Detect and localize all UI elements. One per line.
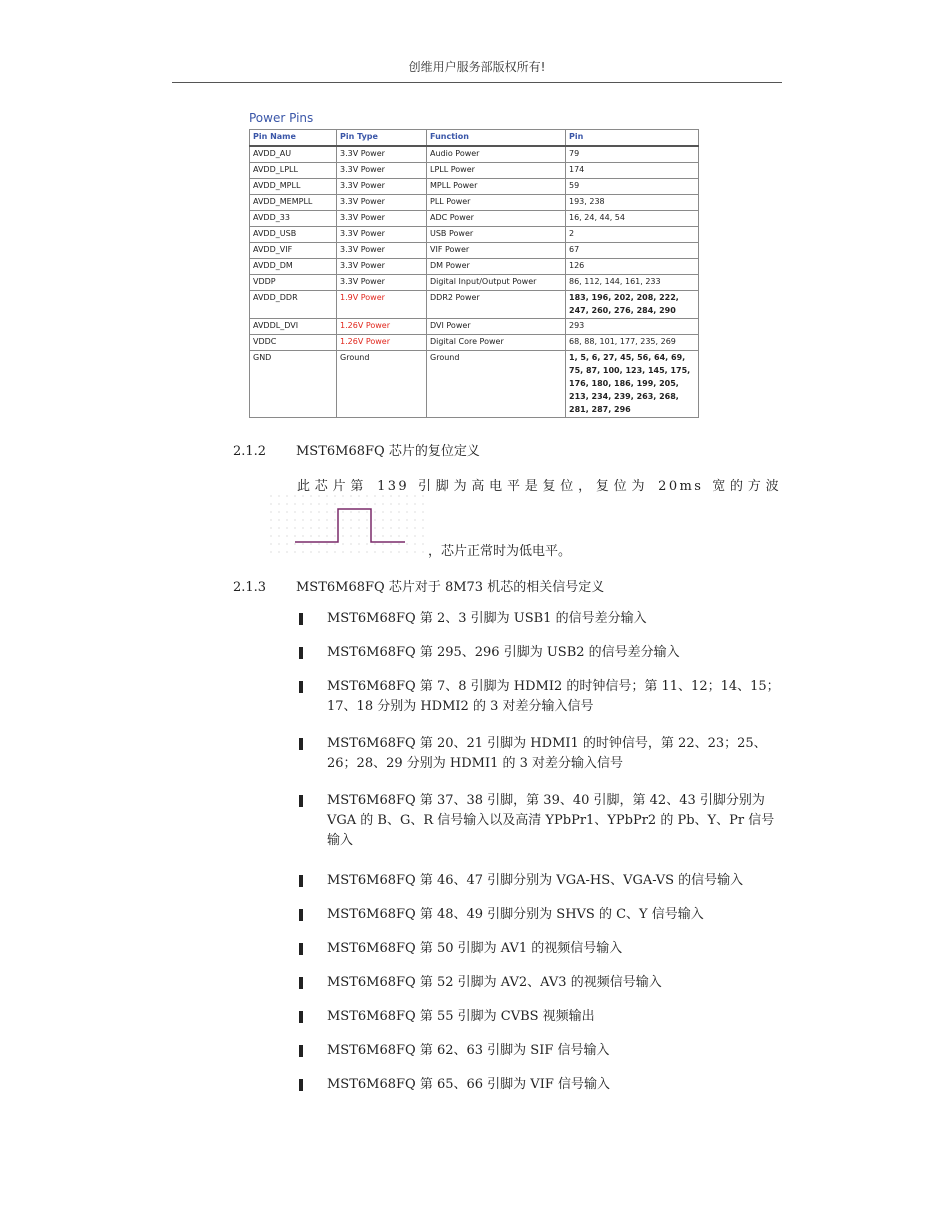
pin-type: 1.26V Power (337, 319, 427, 335)
table-row (250, 351, 699, 418)
section-2-1-2-heading (233, 440, 480, 459)
pin-name: AVDD_DM (250, 258, 337, 274)
pin-numbers: 126 (566, 258, 699, 274)
section-2-1-3-heading (233, 576, 604, 595)
table-title: Power Pins (249, 111, 314, 125)
table-header-row (250, 130, 699, 146)
bullet-marker (299, 977, 303, 989)
pin-name: AVDD_VIF (250, 242, 337, 258)
pin-numbers: 79 (566, 146, 699, 163)
header-rule (172, 82, 782, 83)
table-row (250, 146, 699, 163)
pin-name: AVDD_LPLL (250, 162, 337, 178)
table-row (250, 162, 699, 178)
pin-function: DDR2 Power (427, 290, 566, 319)
list-item (297, 871, 783, 891)
bullet-marker (299, 1079, 303, 1091)
pin-name: AVDD_DDR (250, 290, 337, 319)
list-item-text: MST6M68FQ 第 55 引脚为 CVBS 视频输出 (327, 1009, 595, 1024)
list-item-text: MST6M68FQ 第 2、3 引脚为 USB1 的信号差分输入 (327, 611, 647, 626)
list-item (297, 677, 783, 717)
table-row (250, 290, 699, 319)
table-row (250, 226, 699, 242)
list-item (297, 939, 783, 959)
bullet-marker (299, 909, 303, 921)
reset-square-wave-figure (270, 495, 430, 555)
pin-type: 3.3V Power (337, 242, 427, 258)
pin-type: 3.3V Power (337, 258, 427, 274)
pin-function: Ground (427, 351, 566, 418)
pin-function: ADC Power (427, 210, 566, 226)
list-item (297, 1075, 783, 1095)
list-item-text: MST6M68FQ 第 46、47 引脚分别为 VGA-HS、VGA-VS 的信号输入 (327, 873, 744, 888)
pin-numbers: 174 (566, 162, 699, 178)
table-row (250, 335, 699, 351)
list-item-text: MST6M68FQ 第 295、296 引脚为 USB2 的信号差分输入 (327, 645, 680, 660)
list-item-text: MST6M68FQ 第 48、49 引脚分别为 SHVS 的 C、Y 信号输入 (327, 907, 704, 922)
bullet-marker (299, 647, 303, 659)
pin-type: 3.3V Power (337, 146, 427, 163)
pin-numbers: 59 (566, 178, 699, 194)
pin-function: MPLL Power (427, 178, 566, 194)
pin-numbers: 293 (566, 319, 699, 335)
table-row (250, 319, 699, 335)
pin-function: LPLL Power (427, 162, 566, 178)
section-title: MST6M68FQ 芯片的复位定义 (296, 444, 480, 459)
bullet-marker (299, 1045, 303, 1057)
list-item-text: MST6M68FQ 第 52 引脚为 AV2、AV3 的视频信号输入 (327, 975, 662, 990)
page-header: 创维用户服务部版权所有! (408, 60, 546, 74)
pin-type: 3.3V Power (337, 274, 427, 290)
pin-name: AVDD_MPLL (250, 178, 337, 194)
pin-numbers: 1, 5, 6, 27, 45, 56, 64, 69, 75, 87, 100, 123, 145, 175, 176, 180, 186, 199, 205, 213, 234, 239, 263, 268, 281, 287, 296 (566, 351, 699, 418)
bullet-marker (299, 613, 303, 625)
pin-type: Ground (337, 351, 427, 418)
pin-type: 1.9V Power (337, 290, 427, 319)
pin-function: Digital Input/Output Power (427, 274, 566, 290)
pin-function: Digital Core Power (427, 335, 566, 351)
col-header-function: Function (427, 130, 566, 146)
list-item (297, 1007, 783, 1027)
list-item (297, 609, 783, 629)
wave-grid (270, 495, 430, 555)
pin-function: USB Power (427, 226, 566, 242)
col-header-pin-name: Pin Name (250, 130, 337, 146)
section-title: MST6M68FQ 芯片对于 8M73 机芯的相关信号定义 (296, 580, 605, 595)
section-number: 2.1.3 (233, 580, 267, 595)
bullet-marker (299, 681, 303, 693)
reset-paragraph-tail: ，芯片正常时为低电平。 (428, 544, 572, 559)
section-number: 2.1.2 (233, 444, 267, 459)
table-row (250, 258, 699, 274)
table-row (250, 194, 699, 210)
pin-numbers: 86, 112, 144, 161, 233 (566, 274, 699, 290)
pin-type: 3.3V Power (337, 210, 427, 226)
pin-type: 3.3V Power (337, 194, 427, 210)
col-header-pin-type: Pin Type (337, 130, 427, 146)
bullet-marker (299, 943, 303, 955)
pin-numbers: 16, 24, 44, 54 (566, 210, 699, 226)
bullet-marker (299, 795, 303, 807)
pin-name: AVDD_USB (250, 226, 337, 242)
list-item (297, 791, 783, 851)
list-item-text: MST6M68FQ 第 65、66 引脚为 VIF 信号输入 (327, 1077, 610, 1092)
pin-numbers: 193, 238 (566, 194, 699, 210)
bullet-marker (299, 1011, 303, 1023)
pin-name: VDDP (250, 274, 337, 290)
pin-type: 1.26V Power (337, 335, 427, 351)
list-item (297, 1041, 783, 1061)
pin-numbers: 68, 88, 101, 177, 235, 269 (566, 335, 699, 351)
pin-numbers: 67 (566, 242, 699, 258)
list-item-text: MST6M68FQ 第 37、38 引脚，第 39、40 引脚，第 42、43 引脚分别为 VGA 的 B、G、R 信号输入以及高清 YPbPr1、YPbPr2 的 Pb、Y、Pr 信号输入 (327, 793, 775, 848)
power-pins-table (249, 129, 699, 418)
bullet-marker (299, 875, 303, 887)
list-item (297, 905, 783, 925)
bullet-marker (299, 738, 303, 750)
pin-name: AVDD_33 (250, 210, 337, 226)
list-item (297, 734, 783, 774)
pin-name: AVDDL_DVI (250, 319, 337, 335)
pin-name: AVDD_MEMPLL (250, 194, 337, 210)
list-item-text: MST6M68FQ 第 7、8 引脚为 HDMI2 的时钟信号；第 11、12；14、15；17、18 分别为 HDMI2 的 3 对差分输入信号 (327, 679, 780, 714)
pin-name: GND (250, 351, 337, 418)
pin-type: 3.3V Power (337, 226, 427, 242)
pin-type: 3.3V Power (337, 162, 427, 178)
col-header-pin: Pin (566, 130, 699, 146)
table-row (250, 178, 699, 194)
pin-function: Audio Power (427, 146, 566, 163)
pin-name: AVDD_AU (250, 146, 337, 163)
pin-type: 3.3V Power (337, 178, 427, 194)
pin-numbers: 183, 196, 202, 208, 222, 247, 260, 276, 284, 290 (566, 290, 699, 319)
pin-function: DM Power (427, 258, 566, 274)
list-item-text: MST6M68FQ 第 62、63 引脚为 SIF 信号输入 (327, 1043, 610, 1058)
reset-paragraph: 此芯片第 139 引脚为高电平是复位，复位为 20ms 宽的方波 (297, 479, 781, 494)
pin-function: PLL Power (427, 194, 566, 210)
list-item (297, 643, 783, 663)
table-row (250, 210, 699, 226)
pin-function: VIF Power (427, 242, 566, 258)
table-row (250, 242, 699, 258)
pin-numbers: 2 (566, 226, 699, 242)
pin-name: VDDC (250, 335, 337, 351)
list-item-text: MST6M68FQ 第 50 引脚为 AV1 的视频信号输入 (327, 941, 623, 956)
pin-function: DVI Power (427, 319, 566, 335)
list-item (297, 973, 783, 993)
table-row (250, 274, 699, 290)
list-item-text: MST6M68FQ 第 20、21 引脚为 HDMI1 的时钟信号，第 22、23；25、26；28、29 分别为 HDMI1 的 3 对差分输入信号 (327, 736, 767, 771)
